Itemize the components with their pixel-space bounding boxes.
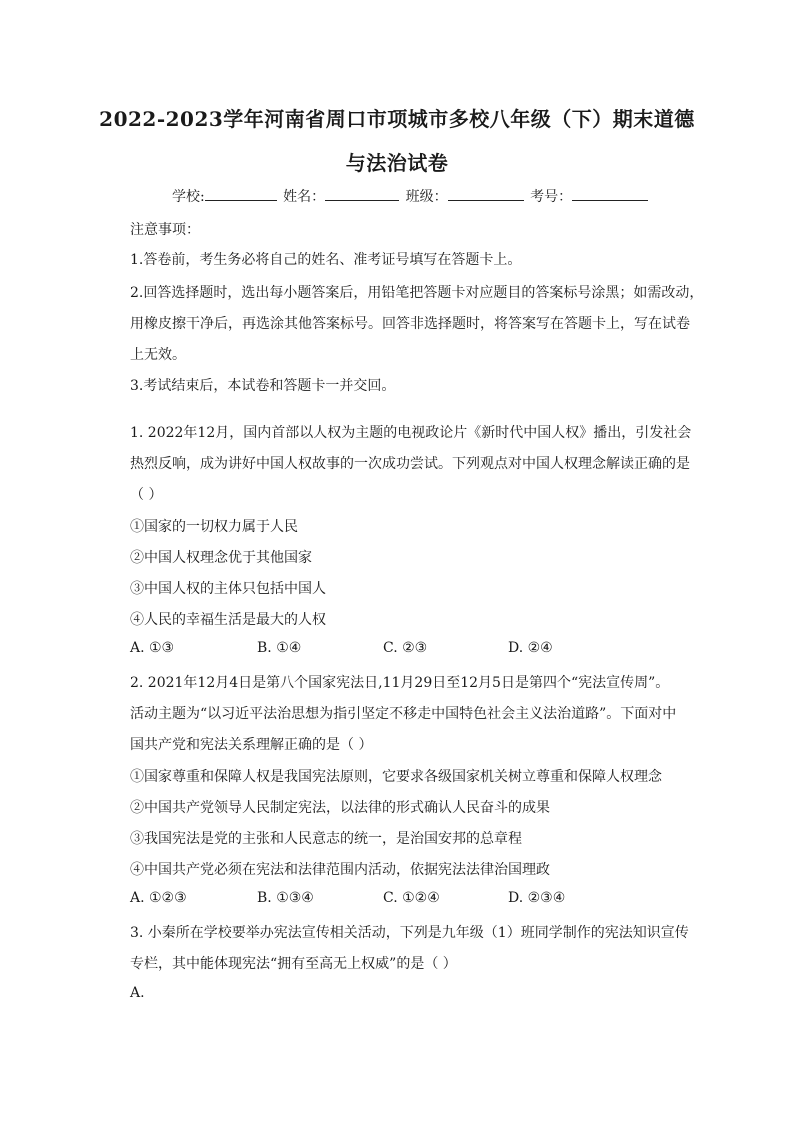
q2-option-c: C. ①②④ — [383, 890, 440, 906]
q2-statement-1: ①国家尊重和保障人权是我国宪法原则，它要求各级国家机关树立尊重和保障人权理念 — [130, 769, 662, 785]
school-label: 学校: — [172, 189, 205, 205]
name-label: 姓名： — [283, 189, 326, 205]
q2-stem-line2: 活动主题为“以习近平法治思想为指引坚定不移走中国特色社会主义法治道路”。下面对中 — [130, 706, 677, 722]
q3-option-a: A. — [130, 985, 145, 1001]
q2-stem-line3: 国共产党和宪法关系理解正确的是（ ） — [130, 737, 373, 753]
q1-option-c: C. ②③ — [383, 640, 428, 656]
q1-statement-1: ①国家的一切权力属于人民 — [130, 519, 298, 535]
number-blank — [572, 186, 648, 201]
q2-statement-3: ③我国宪法是党的主张和人民意志的统一，是治国安邦的总章程 — [130, 831, 522, 847]
q1-option-d: D. ②④ — [508, 640, 553, 656]
name-blank — [325, 186, 399, 201]
q1-statement-4: ④人民的幸福生活是最大的人权 — [130, 612, 326, 628]
notice-item-1: 1.答卷前，考生务必将自己的姓名、准考证号填写在答题卡上。 — [130, 252, 522, 268]
q2-statement-2: ②中国共产党领导人民制定宪法，以法律的形式确认人民奋斗的成果 — [130, 800, 550, 816]
number-label: 考号： — [530, 189, 573, 205]
q1-stem-line3: （ ） — [130, 487, 163, 503]
q1-statement-3: ③中国人权的主体只包括中国人 — [130, 581, 326, 597]
q2-option-b: B. ①③④ — [257, 890, 314, 906]
q2-stem-line1: 2. 2021年12月4日是第八个国家宪法日,11月29日至12月5日是第四个“宪法宣传周”。 — [130, 675, 670, 691]
q3-stem-line1: 3. 小秦所在学校要举办宪法宣传相关活动，下列是九年级（1）班同学制作的宪法知识宣传 — [130, 925, 689, 941]
q1-option-a: A. ①③ — [130, 640, 175, 656]
student-info-row — [172, 186, 650, 206]
notice-item-2-line3: 上无效。 — [130, 347, 186, 363]
q2-statement-4: ④中国共产党必须在宪法和法律范围内活动，依据宪法法律治国理政 — [130, 862, 550, 878]
exam-title-line2: 与法治试卷 — [345, 151, 449, 175]
notice-heading: 注意事项： — [130, 222, 200, 238]
q1-option-b: B. ①④ — [257, 640, 302, 656]
q2-option-d: D. ②③④ — [508, 890, 566, 906]
q1-stem-line2: 热烈反响，成为讲好中国人权故事的一次成功尝试。下列观点对中国人权理念解读正确的是 — [130, 456, 690, 472]
notice-item-2-line1: 2.回答选择题时，选出每小题答案后，用铅笔把答题卡对应题目的答案标号涂黑；如需改动， — [130, 285, 704, 301]
q1-stem-line1: 1. 2022年12月，国内首部以人权为主题的电视政论片《新时代中国人权》播出，引发社会 — [130, 425, 692, 441]
q1-statement-2: ②中国人权理念优于其他国家 — [130, 550, 312, 566]
exam-title-line1: 2022-2023学年河南省周口市项城市多校八年级（下）期末道德 — [99, 107, 695, 131]
q2-option-a: A. ①②③ — [130, 890, 187, 906]
notice-item-2-line2: 用橡皮擦干净后，再选涂其他答案标号。回答非选择题时，将答案写在答题卡上，写在试卷 — [130, 316, 690, 332]
notice-item-3: 3.考试结束后，本试卷和答题卡一并交回。 — [130, 378, 396, 394]
class-label: 班级： — [405, 189, 448, 205]
school-blank — [205, 186, 277, 201]
class-blank — [448, 186, 524, 201]
q3-stem-line2: 专栏，其中能体现宪法“拥有至高无上权威”的是（ ） — [130, 956, 457, 972]
